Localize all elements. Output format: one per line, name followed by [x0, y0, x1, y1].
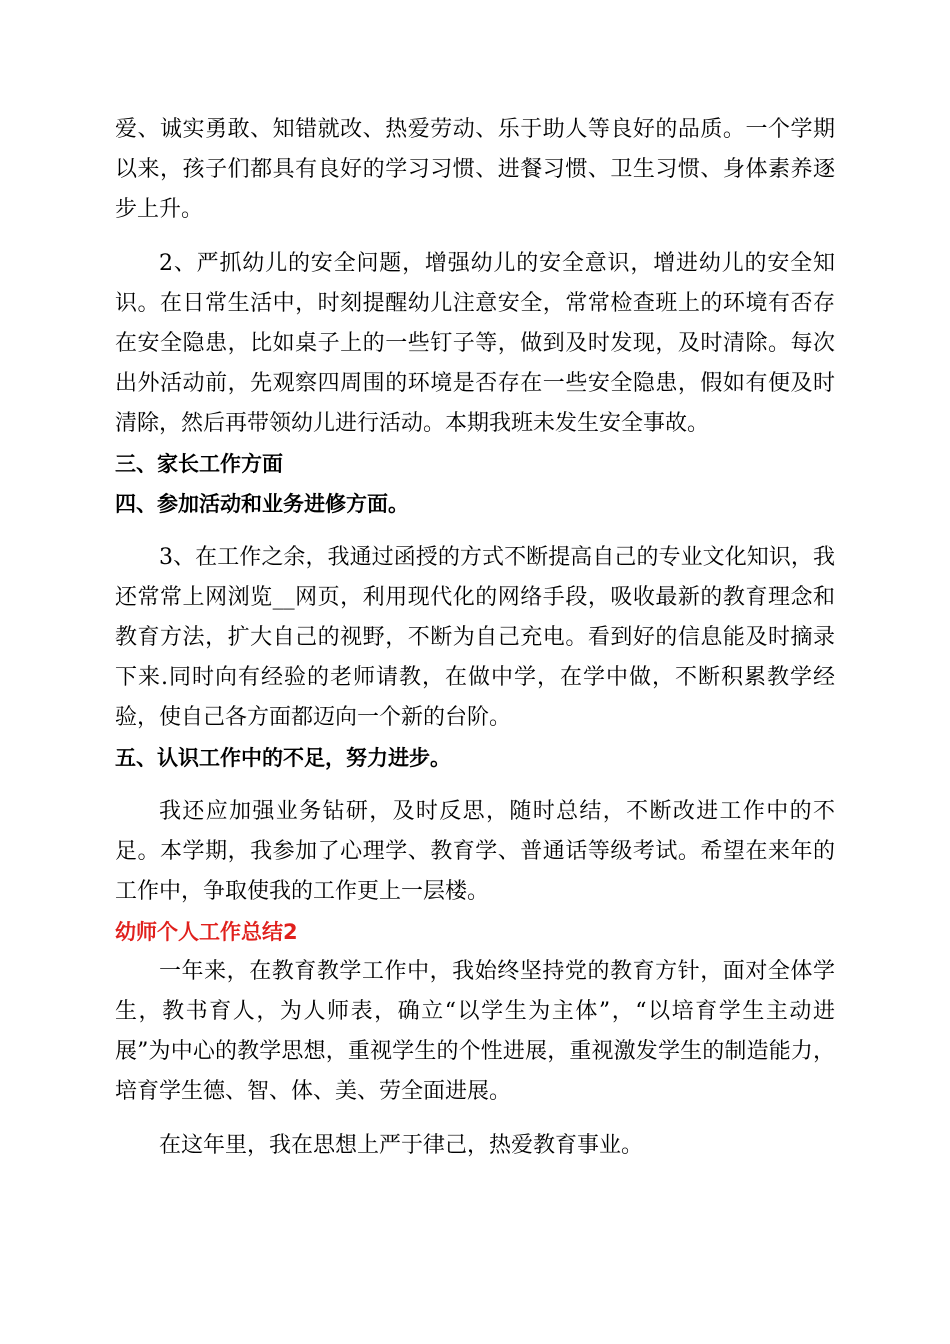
section-heading-parents: 三、家长工作方面 — [115, 452, 283, 476]
section-heading-shortcomings: 五、认识工作中的不足，努力进步。 — [115, 746, 451, 770]
document-title-2: 幼师个人工作总结2 — [115, 920, 298, 944]
paragraph-study: 3、在工作之余，我通过函授的方式不断提高自己的专业文化知识，我还常常上网浏览__网页，利用现代化的网络手段，吸收最新的教育理念和教育方法，扩大自己的视野，不断为自己充电。看到好的信息能及时摘录下来.同时向有经验的老师请教，在做中学，在学中做，不断积累教学经验，使自己各方面都迈向一个新的台阶。 — [115, 545, 835, 730]
document-page — [115, 110, 835, 1166]
paragraph-safety: 2、严抓幼儿的安全问题，增强幼儿的安全意识，增进幼儿的安全知识。在日常生活中，时刻提醒幼儿注意安全，常常检查班上的环境有否存在安全隐患，比如桌子上的一些钉子等，做到及时发现，及时清除。每次出外活动前，先观察四周围的环境是否存在一些安全隐患，假如有便及时清除，然后再带领幼儿进行活动。本期我班未发生安全事故。 — [115, 251, 835, 436]
paragraph-qualities: 爱、诚实勇敢、知错就改、热爱劳动、乐于助人等良好的品质。一个学期以来，孩子们都具有良好的学习习惯、进餐习惯、卫生习惯、身体素养逐步上升。 — [115, 117, 835, 222]
paragraph-ideology: 在这年里，我在思想上严于律己，热爱教育事业。 — [159, 1133, 644, 1158]
paragraph-improvement: 我还应加强业务钻研，及时反思，随时总结，不断改进工作中的不足。本学期，我参加了心理学、教育学、普通话等级考试。希望在来年的工作中，争取使我的工作更上一层楼。 — [115, 799, 835, 904]
paragraph-year-summary: 一年来，在教育教学工作中，我始终坚持党的教育方针，面对全体学生，教书育人，为人师表，确立“以学生为主体”，“以培育学生主动进展”为中心的教学思想，重视学生的个性进展，重视激发学生的制造能力，培育学生德、智、体、美、劳全面进展。 — [115, 959, 835, 1104]
section-heading-activities: 四、参加活动和业务进修方面。 — [115, 492, 409, 516]
